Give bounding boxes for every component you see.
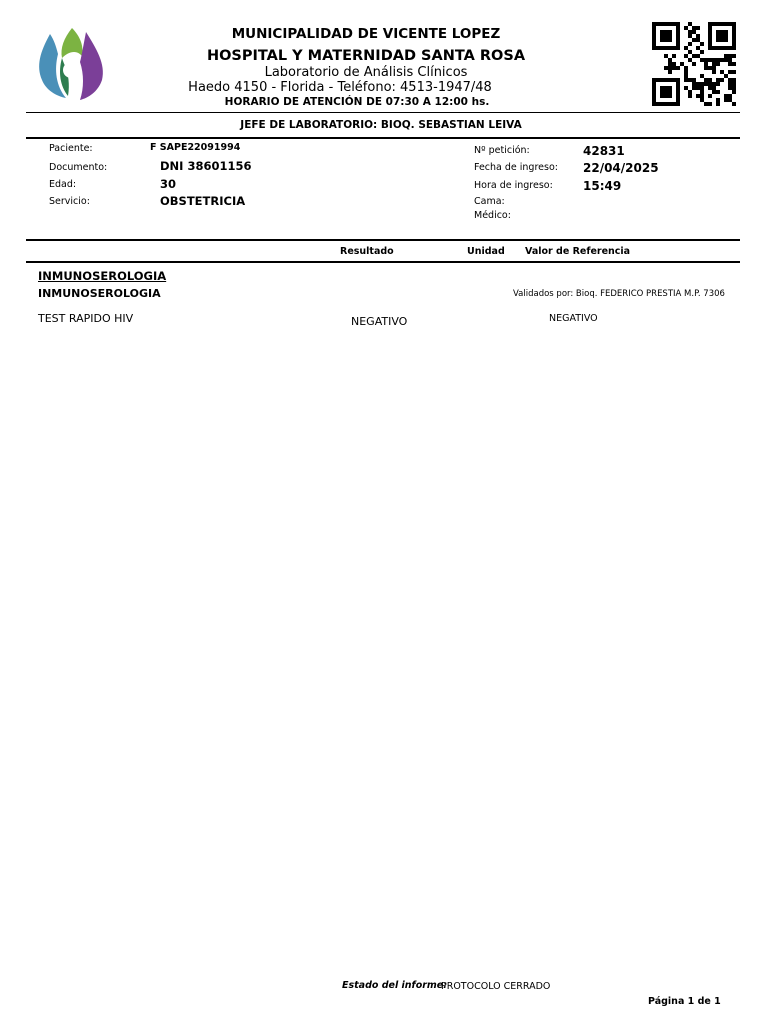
- fecha-label: Fecha de ingreso:: [474, 162, 558, 173]
- qr-code: [652, 22, 736, 106]
- cama-label: Cama:: [474, 196, 505, 207]
- lab-chief: JEFE DE LABORATORIO: BIOQ. SEBASTIAN LEIVA: [240, 119, 522, 131]
- hospital-title: HOSPITAL Y MATERNIDAD SANTA ROSA: [206, 48, 526, 64]
- qr-code-icon: [652, 22, 736, 106]
- lab-subtitle: Laboratorio de Análisis Clínicos: [264, 65, 468, 80]
- hora-label: Hora de ingreso:: [474, 180, 553, 191]
- test-name: TEST RAPIDO HIV: [38, 312, 134, 325]
- hospital-logo: [36, 24, 108, 104]
- servicio-label: Servicio:: [49, 196, 90, 207]
- section-subtitle: INMUNOSEROLOGIA: [38, 287, 161, 300]
- edad-label: Edad:: [49, 179, 77, 190]
- logo-drops-icon: [36, 24, 108, 104]
- hora-value: 15:49: [583, 179, 622, 193]
- paciente-label: Paciente:: [49, 143, 93, 154]
- hours-line: HORARIO DE ATENCIÓN DE 07:30 A 12:00 hs.: [224, 96, 490, 108]
- header-divider-bottom: [26, 137, 740, 139]
- columns-divider: [26, 261, 740, 263]
- medico-label: Médico:: [474, 210, 511, 221]
- documento-label: Documento:: [49, 162, 108, 173]
- peticion-label: Nº petición:: [474, 145, 530, 156]
- section-title: INMUNOSEROLOGIA: [38, 269, 167, 283]
- col-referencia: Valor de Referencia: [525, 246, 631, 257]
- validated-by: Validados por: Bioq. FEDERICO PRESTIA M.P. 7306: [513, 289, 725, 299]
- status-label: Estado del informe:: [342, 980, 448, 991]
- documento-value: DNI 38601156: [160, 159, 252, 173]
- col-resultado: Resultado: [340, 246, 394, 257]
- peticion-value: 42831: [583, 144, 625, 158]
- fecha-value: 22/04/2025: [583, 161, 659, 175]
- patient-divider: [26, 239, 740, 241]
- test-reference: NEGATIVO: [549, 313, 598, 324]
- address-line: Haedo 4150 - Florida - Teléfono: 4513-1947/48: [188, 80, 492, 95]
- header-divider-top: [26, 112, 740, 113]
- status-value: PROTOCOLO CERRADO: [441, 981, 551, 992]
- page-number: Página 1 de 1: [648, 996, 721, 1007]
- municipality-title: MUNICIPALIDAD DE VICENTE LOPEZ: [231, 26, 501, 42]
- col-unidad: Unidad: [467, 246, 505, 257]
- edad-value: 30: [160, 177, 177, 191]
- servicio-value: OBSTETRICIA: [160, 194, 246, 208]
- paciente-value: F SAPE22091994: [150, 142, 241, 153]
- test-result: NEGATIVO: [351, 315, 408, 328]
